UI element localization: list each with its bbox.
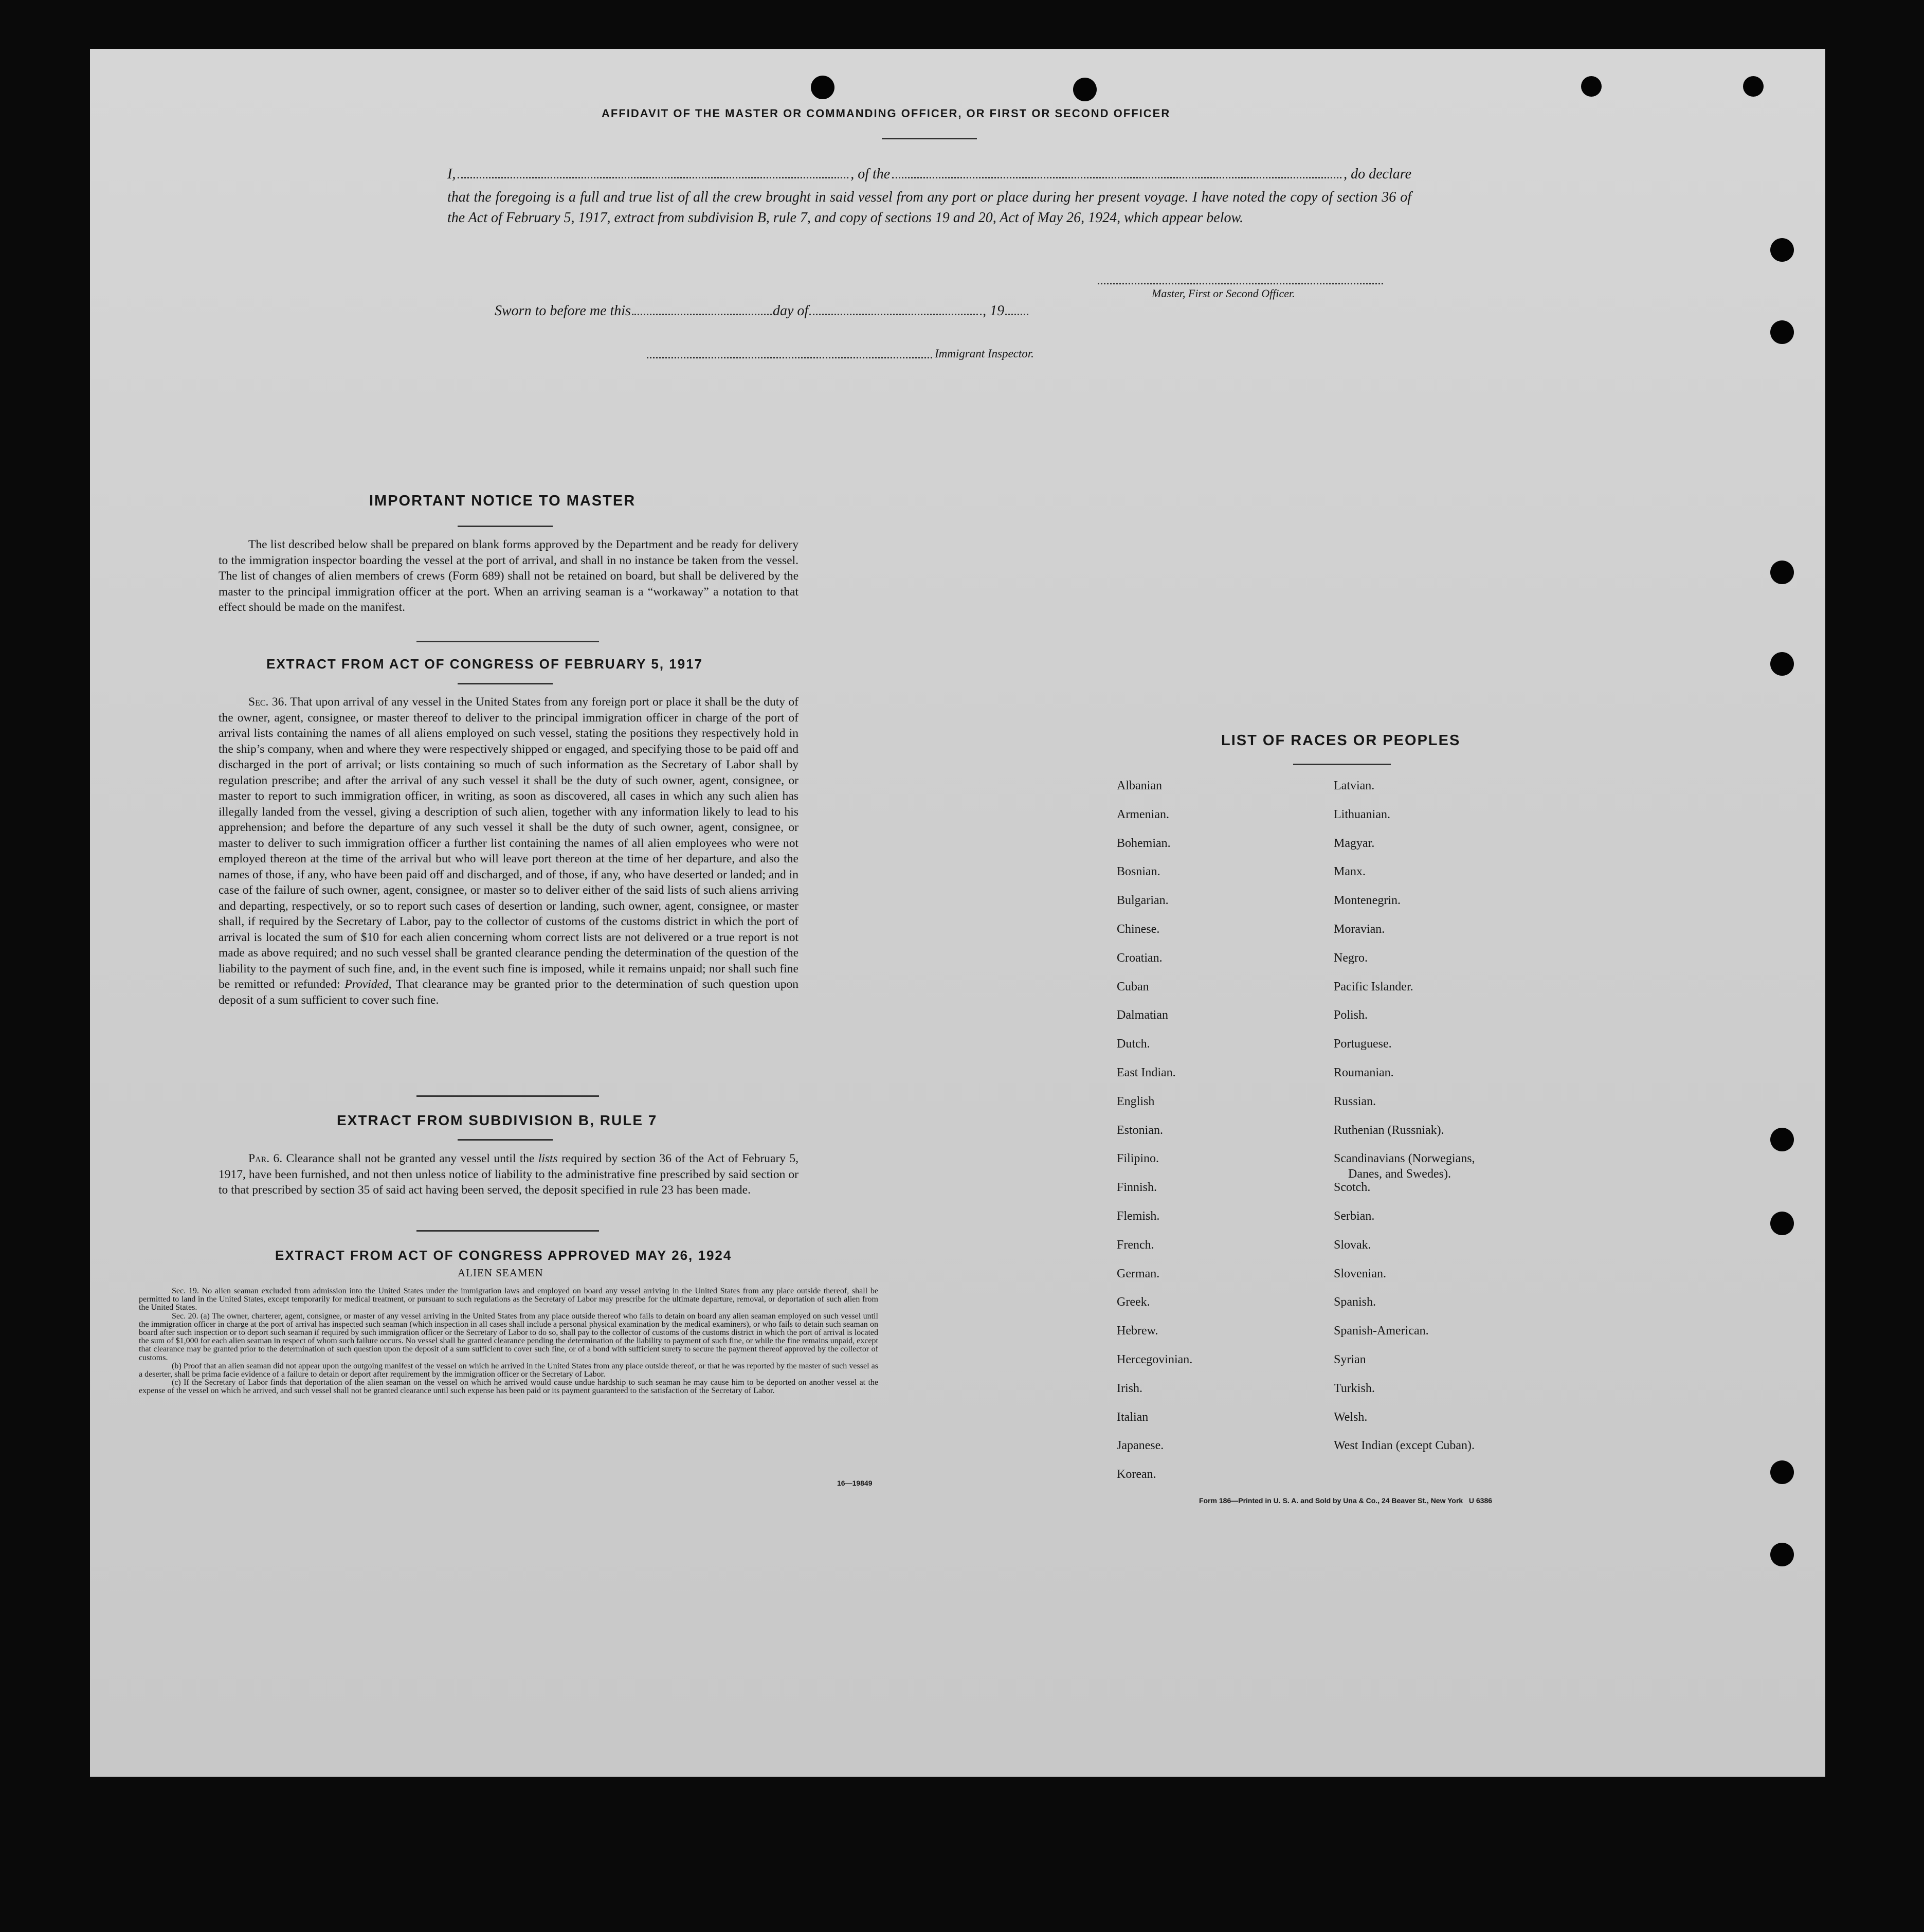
declaration-start: I, xyxy=(447,166,456,182)
race-item: Filipino. xyxy=(1117,1152,1159,1166)
race-item: Serbian. xyxy=(1334,1209,1375,1223)
paragraph-text-a: Clearance shall not be granted any vessel until the xyxy=(286,1152,535,1165)
race-item: Albanian xyxy=(1117,779,1162,792)
race-item: Manx. xyxy=(1334,865,1366,879)
punch-hole xyxy=(1770,1460,1794,1484)
race-item: Scotch. xyxy=(1334,1181,1371,1195)
race-item: Ruthenian (Russniak). xyxy=(1334,1123,1444,1137)
extract-1917-body xyxy=(219,694,798,1008)
race-item: Slovak. xyxy=(1334,1238,1371,1252)
section-20b-text: (b) Proof that an alien seaman did not appear upon the outgoing manifest of the vessel on which he arrived in the United States from any place outside thereof, or that he was reported by the master of such vessel as a deserter, shall be prima facie evidence of a failure to detain or deport after requirement by the immigration officer or the Secretary of Labor. xyxy=(139,1361,878,1379)
race-item: Roumanian. xyxy=(1334,1066,1394,1079)
divider xyxy=(458,1139,553,1141)
punch-hole xyxy=(1073,78,1097,101)
divider xyxy=(1293,764,1391,765)
punch-hole xyxy=(1770,1543,1794,1566)
sworn-line xyxy=(495,302,1117,319)
extract-1924-title: EXTRACT FROM ACT OF CONGRESS APPROVED MAY 26, 1924 xyxy=(275,1248,732,1263)
race-item: Dalmatian xyxy=(1117,1008,1168,1022)
race-item: Italian xyxy=(1117,1410,1149,1424)
race-item: Hebrew. xyxy=(1117,1324,1158,1338)
race-item: Finnish. xyxy=(1117,1181,1157,1195)
race-item: Slovenian. xyxy=(1334,1267,1386,1280)
signature-label: Master, First or Second Officer. xyxy=(1152,287,1295,300)
race-item: Spanish. xyxy=(1334,1295,1376,1309)
race-item: Spanish-American. xyxy=(1334,1324,1429,1338)
race-item: Negro. xyxy=(1334,951,1368,965)
divider xyxy=(882,138,977,139)
notice-body: The list described below shall be prepared on blank forms approved by the Department and be ready for delivery to the immigration inspector boarding the vessel at the port of arrival, and shall in no instance be taken from the vessel. The list of changes of alien members of crews (Form 689) shall not be retained on board, but shall be delivered by the master to the principal immigration officer at the port. When an arriving seaman is a “workaway” a notation to that effect should be made on the manifest. xyxy=(219,538,798,614)
race-item: Magyar. xyxy=(1334,836,1375,850)
section-20a-text: Sec. 20. (a) The owner, charterer, agent, consignee, or master of any vessel arriving in the United States from any place outside thereof who fails to detain on board any alien seaman employed on such vessel until the immigration officer in charge at the port of arrival has inspected such seaman (which inspection in all cases shall include a personal physical examination by the medical examiners), or who fails to detain such seaman on board after such inspection or to deport such seaman if required by such immigration officer or the Secretary of Labor to do so, shall pay to the collector of customs of the customs district in which the port of arrival is located the sum of $1,000 for each alien seaman in respect of whom such failure occurs. No vessel shall be granted clearance pending the determination of the liability to payment of such fine, or while the fine remains unpaid, except that clearance may be granted prior to the determination of such question upon the deposit of a sum sufficient to cover such fine, or of a bond with sufficient surety to secure the payment thereof approved by the collector of customs. xyxy=(139,1311,878,1362)
punch-hole xyxy=(811,76,834,99)
divider xyxy=(416,641,599,642)
race-item: East Indian. xyxy=(1117,1066,1176,1079)
race-item: Turkish. xyxy=(1334,1381,1375,1395)
race-item: Montenegrin. xyxy=(1334,894,1401,908)
race-item: Lithuanian. xyxy=(1334,807,1390,821)
race-item: English xyxy=(1117,1094,1155,1108)
declaration-mid: , of the xyxy=(850,166,891,182)
race-item: Hercegovinian. xyxy=(1117,1353,1193,1366)
race-item: Flemish. xyxy=(1117,1209,1160,1223)
paragraph-text-b: required by section 36 of the Act of February 5, 1917, have been furnished, and not then unless notice of liability to the administrative fine prescribed by said section or to that prescribed by section 35 of said act having been served, the deposit specified in rule 23 has been made. xyxy=(219,1152,799,1197)
divider xyxy=(458,683,553,684)
race-item: Moravian. xyxy=(1334,923,1385,936)
section-36-text: That upon arrival of any vessel in the United States from any foreign port or place it shall be the duty of the owner, agent, consignee, or master thereof to deliver to the principal immigration officer in charge of the port of arrival lists containing the names of all aliens employed on such vessel, stating the positions they respectively hold in the ship’s company, when and where they were respectively shipped or engaged, and specifying those to be paid off and discharged in the port of arrival; or lists containing so much of such information as the Secretary of Labor shall by regulation prescribe; and after the arrival of any such vessel it shall be the duty of such owner, agent, consignee, or master to report to such immigration officer, in writing, as soon as discovered, all cases in which any such alien has illegally landed from the vessel, giving a description of such alien, together with any information likely to lead to his apprehension; and before the departure of any such vessel it shall be the duty of such owner, agent, consignee, or master to deliver to such immigration officer a further list containing the names of all alien employees who were not employed thereon at the time of the arrival but who will leave port thereon at the time of her departure, and also the names of those, if any, who have been paid off and discharged, and of those, if any, who have deserted or landed; and in case of the failure of such owner, agent, consignee, or master so to deliver either of the said lists of such aliens arriving and departing, respectively, or so to report such cases of desertion or landing, such owner, agent, consignee, or master shall, if required by the Secretary of Labor, pay to the collector of customs of the customs district in which the port of arrival is located the sum of $10 for each alien concerning whom correct lists are not delivered or a true report is not made as above required; and no such vessel shall be granted clearance pending the determination of the question of the liability to the payment of such fine, and, in the event such fine is imposed, while it remains unpaid; nor shall such fine be remitted or refunded: xyxy=(219,695,799,991)
day-blank[interactable] xyxy=(632,302,772,315)
proviso-text: That clearance may be granted prior to the determination of such question upon deposit of a sum sufficient to cover such fine. xyxy=(219,978,799,1007)
race-item: Latvian. xyxy=(1334,779,1375,792)
race-item: Russian. xyxy=(1334,1094,1376,1108)
month-blank[interactable] xyxy=(809,302,982,315)
extract-1917-title: EXTRACT FROM ACT OF CONGRESS OF FEBRUARY 5, 1917 xyxy=(266,656,703,672)
races-title: LIST OF RACES OR PEOPLES xyxy=(1221,732,1461,749)
signature-line[interactable] xyxy=(1098,283,1383,284)
race-item: Portuguese. xyxy=(1334,1037,1392,1051)
race-item: Syrian xyxy=(1334,1353,1366,1366)
sworn-start: Sworn to before me this xyxy=(495,303,631,319)
punch-hole xyxy=(1581,76,1602,97)
punch-hole xyxy=(1770,652,1794,676)
punch-hole xyxy=(1770,320,1794,344)
race-item: Polish. xyxy=(1334,1008,1368,1022)
lists-word: lists xyxy=(538,1152,558,1165)
proviso-label: Provided, xyxy=(344,978,392,991)
race-item: Danes, and Swedes). xyxy=(1348,1167,1451,1181)
punch-hole xyxy=(1770,238,1794,262)
race-item: Welsh. xyxy=(1334,1410,1368,1424)
section-19-text: Sec. 19. No alien seaman excluded from admission into the United States under the immigration laws and employed on board any vessel arriving in the United States from any place outside thereof, shall be permitted to land in the United States, except temporarily for medical treatment, or pursuant to such regulations as the Secretary of Labor may prescribe for the ultimate departure, removal, or deportation of such alien from the United States. xyxy=(139,1287,878,1312)
paragraph-label: Par. 6. xyxy=(248,1152,283,1165)
race-item: Greek. xyxy=(1117,1295,1150,1309)
extract-1924-body xyxy=(139,1287,878,1396)
divider xyxy=(458,526,553,527)
sworn-year: , 19 xyxy=(983,303,1005,319)
punch-hole xyxy=(1770,561,1794,584)
form-footer: Form 186—Printed in U. S. A. and Sold by Una & Co., 24 Beaver St., New York U 6386 xyxy=(1199,1496,1493,1505)
punch-hole xyxy=(1770,1212,1794,1235)
subdivision-b-body xyxy=(219,1151,798,1198)
race-item: West Indian (except Cuban). xyxy=(1334,1439,1475,1453)
race-item: Estonian. xyxy=(1117,1123,1163,1137)
affidavit-declaration-line xyxy=(447,166,1411,183)
alien-seamen-heading: ALIEN SEAMEN xyxy=(458,1267,543,1279)
declaration-end: , do declare xyxy=(1344,166,1411,182)
section-label: Sec. 36. xyxy=(248,695,287,709)
inspector-line[interactable] xyxy=(647,357,932,358)
race-item: Bulgarian. xyxy=(1117,894,1169,908)
race-item: French. xyxy=(1117,1238,1154,1252)
race-item: Croatian. xyxy=(1117,951,1163,965)
divider xyxy=(416,1230,599,1232)
race-item: Bosnian. xyxy=(1117,865,1160,879)
punch-hole xyxy=(1770,1128,1794,1151)
race-item: Armenian. xyxy=(1117,807,1169,821)
race-item: Korean. xyxy=(1117,1468,1156,1482)
section-20c-text: (c) If the Secretary of Labor finds that deportation of the alien seaman on the vessel on which he arrived would cause undue hardship to such seaman he may cause him to be deported on another vessel at the expense of the vessel on which he arrived, and such vessel shall not be granted clearance until such expense has been paid or its payment guaranteed to the satisfaction of the Secretary of Labor. xyxy=(139,1378,878,1396)
print-code: 16—19849 xyxy=(837,1479,873,1487)
punch-hole xyxy=(1743,76,1764,97)
subdivision-b-title: EXTRACT FROM SUBDIVISION B, RULE 7 xyxy=(337,1112,658,1128)
name-blank[interactable] xyxy=(458,166,848,178)
race-item: Bohemian. xyxy=(1117,836,1171,850)
year-blank[interactable] xyxy=(1005,302,1028,315)
race-item: Japanese. xyxy=(1117,1439,1164,1453)
race-item: Pacific Islander. xyxy=(1334,980,1413,994)
race-item: Dutch. xyxy=(1117,1037,1150,1051)
race-item: Irish. xyxy=(1117,1381,1142,1395)
race-item: Cuban xyxy=(1117,980,1149,994)
vessel-blank[interactable] xyxy=(892,166,1341,178)
affidavit-body: that the foregoing is a full and true list of all the crew brought in said vessel from any port or place during her present voyage. I have noted the copy of section 36 of the Act of February 5, 1917, extract from subdivision B, rule 7, and copy of sections 19 and 20, Act of May 26, 1924, which appear below. xyxy=(447,189,1411,226)
affidavit-title: AFFIDAVIT OF THE MASTER OR COMMANDING OFFICER, OR FIRST OR SECOND OFFICER xyxy=(602,107,1171,120)
race-item: Chinese. xyxy=(1117,923,1160,936)
notice-title: IMPORTANT NOTICE TO MASTER xyxy=(369,493,636,509)
race-item: German. xyxy=(1117,1267,1160,1280)
divider xyxy=(416,1095,599,1097)
sworn-day: day of xyxy=(772,303,809,319)
race-item: Scandinavians (Norwegians, xyxy=(1334,1152,1475,1166)
inspector-label: Immigrant Inspector. xyxy=(935,347,1034,360)
